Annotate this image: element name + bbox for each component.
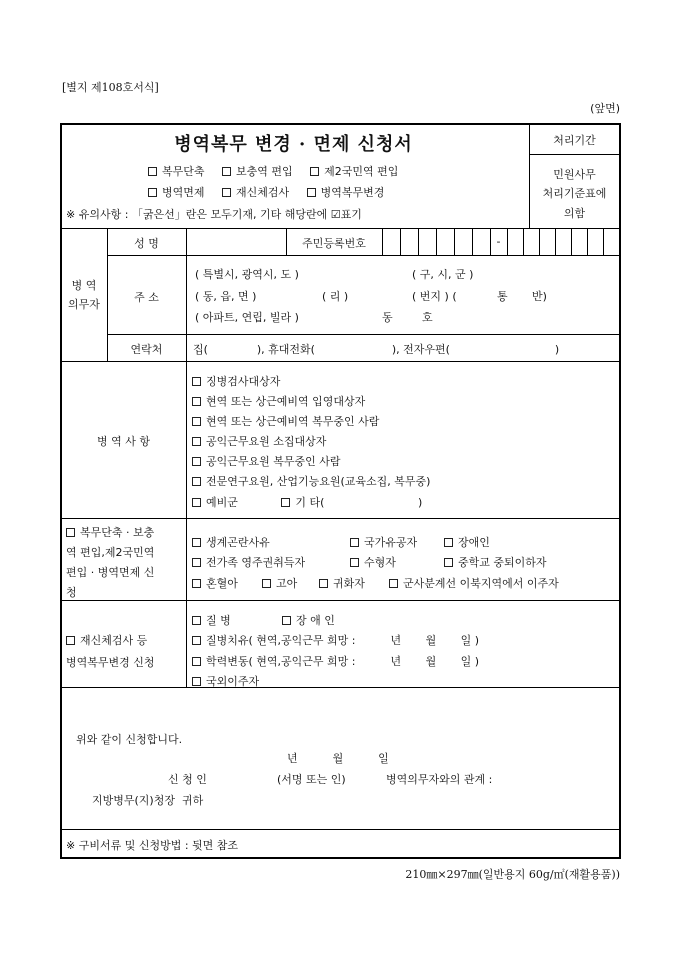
checkbox[interactable]: [148, 167, 157, 176]
checkbox[interactable]: [350, 558, 359, 567]
processing-period-header: 처리기간: [553, 134, 596, 147]
option-supplementary-service[interactable]: 보충역 편입: [222, 165, 293, 178]
checkbox[interactable]: [192, 457, 201, 466]
declaration-recipient: 지방병무(지)청장 귀하: [92, 794, 204, 807]
status-option-other[interactable]: 기 타(: [281, 496, 324, 509]
status-option-reserve-other: 예비군 기 타( ): [192, 494, 422, 510]
applicant-group-label: 병 역: [71, 279, 97, 292]
checkbox[interactable]: [192, 477, 201, 486]
reason-family-residency[interactable]: 전가족 영주권취득자: [192, 554, 350, 570]
ssn-digit-box: [571, 228, 572, 255]
reduction-row-3: [192, 575, 559, 591]
ssn-digit-box: [454, 228, 455, 255]
reexam-row-1: [192, 612, 335, 628]
processing-period-line1: 민원사무: [553, 168, 596, 181]
checkbox[interactable]: [192, 636, 201, 645]
checkbox[interactable]: [192, 558, 201, 567]
reason-middle-school-dropout[interactable]: 중학교 중퇴이하자: [444, 556, 547, 569]
address-district: ( 구, 시, 군 ): [412, 268, 474, 281]
checkbox[interactable]: [192, 498, 201, 507]
declaration-statement: 위와 같이 신청합니다.: [76, 733, 183, 746]
reduction-label-2: 역 편입,제2국민역: [66, 546, 155, 559]
reason-naturalized[interactable]: 귀화자: [319, 575, 389, 591]
declaration-relation[interactable]: 병역의무자와의 관계 :: [386, 773, 493, 786]
option-exemption[interactable]: 병역면제: [148, 186, 205, 199]
footnote: ※ 구비서류 및 신청방법 : 뒷면 참조: [66, 839, 239, 852]
checkbox[interactable]: [281, 498, 290, 507]
declaration-signature[interactable]: (서명 또는 인): [277, 773, 346, 786]
checkbox[interactable]: [192, 657, 201, 666]
declaration-applicant: 신 청 인: [168, 773, 207, 786]
reduction-label-3: 편입 · 병역면제 신: [66, 566, 155, 579]
ssn-digit-box: [555, 228, 556, 255]
reduction-label[interactable]: 복무단축 · 보충: [66, 524, 154, 540]
checkbox[interactable]: [192, 397, 201, 406]
ssn-digit-box: [507, 228, 508, 255]
divider: [61, 518, 620, 519]
reason-orphan[interactable]: 고아: [262, 575, 319, 591]
reexam-disability[interactable]: 장 애 인: [282, 614, 335, 627]
ssn-digit-box: [539, 228, 540, 255]
reduction-row-1: [192, 534, 490, 550]
ssn-digit-box: [436, 228, 437, 255]
checkbox[interactable]: [66, 636, 75, 645]
form-title: 병역복무 변경 · 면제 신청서: [174, 134, 413, 155]
option-re-examination[interactable]: 재신체검사: [222, 186, 289, 199]
status-option-public-service-call[interactable]: 공익근무요원 소집대상자: [192, 433, 326, 449]
checkbox[interactable]: [307, 188, 316, 197]
checkbox[interactable]: [192, 616, 201, 625]
checkbox[interactable]: [389, 579, 398, 588]
reexam-education-change[interactable]: 학력변동( 현역,공익근무 희망 : 년 월 일 ): [192, 653, 479, 669]
reduction-label-4: 청: [66, 586, 77, 599]
paper-spec: 210㎜×297㎜(일반용지 60g/㎡(재활용품)): [405, 868, 620, 881]
declaration-date[interactable]: 년 월 일: [287, 752, 389, 765]
status-option-conscription-exam[interactable]: 징병검사대상자: [192, 373, 280, 389]
reason-hardship[interactable]: 생계곤란사유: [192, 534, 350, 550]
checkbox[interactable]: [319, 579, 328, 588]
ssn-dash: -: [496, 235, 501, 248]
checkbox[interactable]: [192, 437, 201, 446]
status-option-research-industrial[interactable]: 전문연구요원, 산업기능요원(교육소집, 복무중): [192, 473, 430, 489]
ssn-digit-box: [418, 228, 419, 255]
reason-veteran[interactable]: 국가유공자: [350, 534, 444, 550]
applicant-group-label-2: 의무자: [68, 298, 100, 311]
reexam-label[interactable]: 재신체검사 등: [66, 632, 147, 648]
military-status-label: 병 역 사 항: [97, 435, 150, 448]
contact-label: 연락처: [130, 343, 163, 356]
divider: [61, 361, 620, 362]
divider: [107, 334, 620, 335]
checkbox[interactable]: [262, 579, 271, 588]
checkbox[interactable]: [148, 188, 157, 197]
ssn-field[interactable]: [383, 228, 620, 255]
status-option-active-service[interactable]: 현역 또는 상근예비역 복무중인 사람: [192, 413, 379, 429]
address-lot: ( 번지 ) (: [412, 290, 457, 303]
checkbox[interactable]: [444, 558, 453, 567]
checkbox[interactable]: [192, 579, 201, 588]
divider: [186, 361, 187, 687]
reexam-label-2: 병역복무변경 신청: [66, 656, 155, 669]
divider: [61, 600, 620, 601]
ssn-digit-box: [587, 228, 588, 255]
name-label: 성 명: [134, 237, 159, 250]
form-number: [별지 제108호서식]: [62, 81, 159, 94]
checkbox[interactable]: [222, 167, 231, 176]
reduction-row-2: [192, 554, 547, 570]
option-service-reduction[interactable]: 복무단축: [148, 165, 205, 178]
checkbox[interactable]: [282, 616, 291, 625]
ssn-digit-box: [472, 228, 473, 255]
status-option-reserve[interactable]: 예비군: [192, 496, 238, 509]
reason-mixed-race[interactable]: 혼혈아: [192, 575, 262, 591]
name-field[interactable]: [190, 231, 282, 252]
divider: [61, 687, 620, 688]
checkbox[interactable]: [310, 167, 319, 176]
reexam-disease[interactable]: 질 병: [192, 612, 282, 628]
address-ho: 호: [422, 311, 433, 324]
reason-convict[interactable]: 수형자: [350, 554, 444, 570]
status-option-enlistment[interactable]: 현역 또는 상근예비역 입영대상자: [192, 393, 365, 409]
processing-period-line3: 의함: [563, 207, 586, 220]
address-building: ( 아파트, 연립, 빌라 ): [195, 311, 299, 324]
ssn-digit-box: [523, 228, 524, 255]
page-side-label: (앞면): [590, 102, 620, 115]
option-second-national-service[interactable]: 제2국민역 편입: [310, 165, 398, 178]
address-dong: 동: [382, 311, 393, 324]
reexam-emigrant[interactable]: 국외이주자: [192, 673, 259, 689]
address-field[interactable]: [187, 256, 620, 333]
address-town: ( 동, 읍, 면 ): [195, 290, 257, 303]
checkbox[interactable]: [222, 188, 231, 197]
divider: [529, 154, 620, 155]
checkbox[interactable]: [444, 538, 453, 547]
checkbox[interactable]: [192, 677, 201, 686]
status-option-public-service-serving[interactable]: 공익근무요원 복무중인 사람: [192, 453, 341, 469]
address-village: ( 리 ): [322, 290, 349, 303]
address-tong: 통: [497, 290, 508, 303]
contact-field[interactable]: 집( ), 휴대전화( ), 전자우편( ): [193, 343, 560, 356]
reexam-recovered[interactable]: 질병치유( 현역,공익근무 희망 : 년 월 일 ): [192, 632, 479, 648]
address-province: ( 특별시, 광역시, 도 ): [195, 268, 299, 281]
ssn-digit-box: [400, 228, 401, 255]
checked-box-icon: ☑: [330, 208, 341, 221]
option-service-change[interactable]: 병역복무변경: [307, 186, 385, 199]
processing-period-line2: 처리기준표에: [542, 187, 607, 200]
address-ban: 반): [532, 290, 547, 303]
checkbox[interactable]: [192, 417, 201, 426]
option-row-2: [148, 184, 398, 200]
reason-disabled[interactable]: 장애인: [444, 536, 490, 549]
checkbox[interactable]: [192, 538, 201, 547]
checkbox[interactable]: [350, 538, 359, 547]
reason-north-defector[interactable]: 군사분계선 이북지역에서 이주자: [389, 577, 559, 590]
checkbox[interactable]: [192, 377, 201, 386]
divider: [61, 829, 620, 830]
option-row-1: [148, 163, 412, 179]
notice-line: ※ 유의사항 : 「굵은선」란은 모두기재, 기타 해당란에 ☑표기: [66, 208, 362, 221]
ssn-digit-box: [603, 228, 604, 255]
ssn-label: 주민등록번호: [302, 237, 366, 250]
address-label: 주 소: [134, 291, 159, 304]
checkbox[interactable]: [66, 528, 75, 537]
